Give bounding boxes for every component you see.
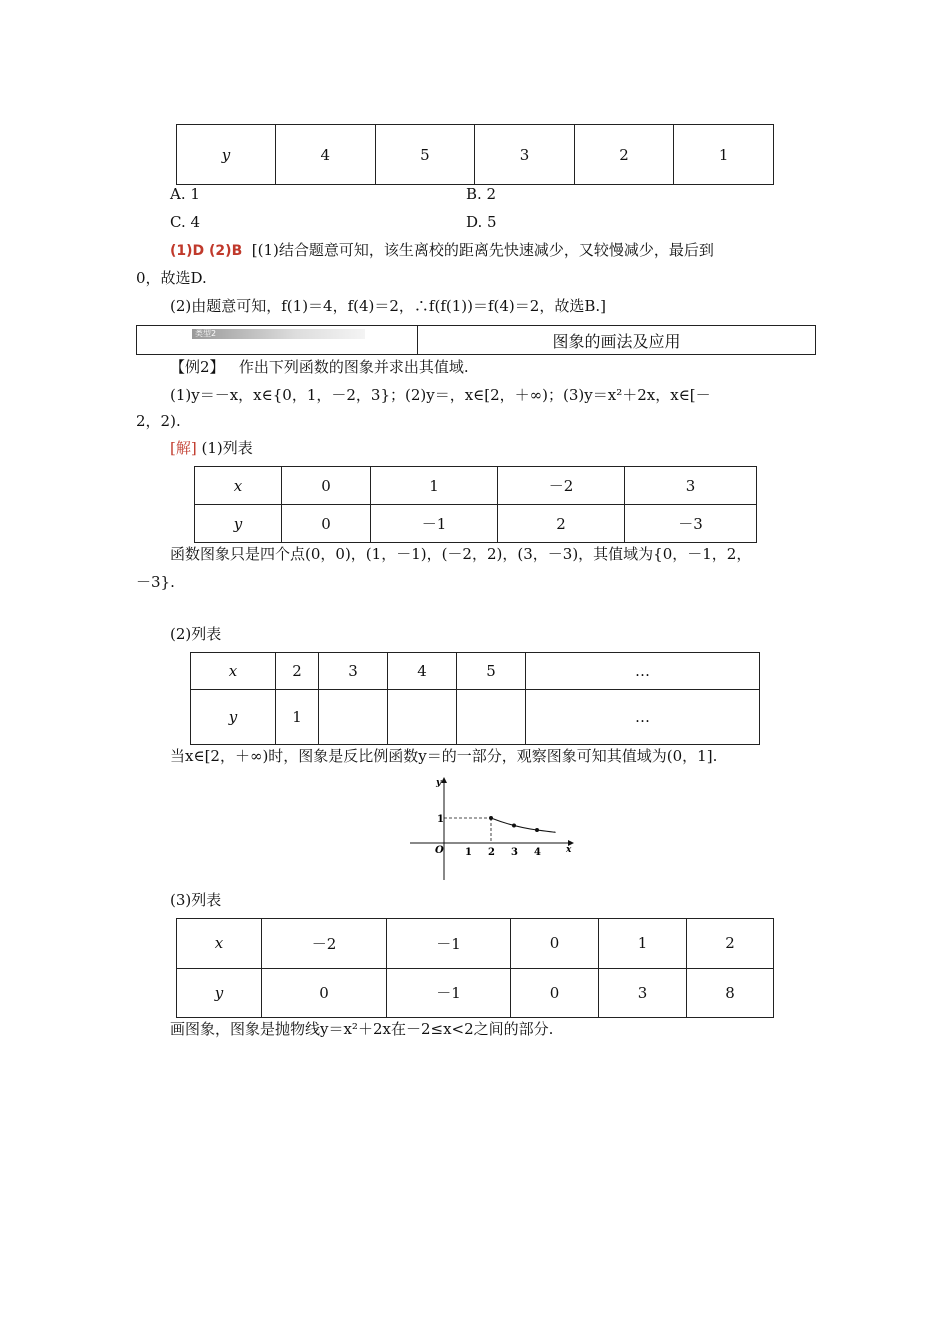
answer-labels: (1)D (2)B [170,243,243,259]
table3-y-cell: 0 [262,968,387,1018]
table3-x-cell: －1 [387,919,511,969]
x-tick-label: 2 [488,847,495,858]
answer-line-2: 0，故选D. [136,269,207,287]
table1-x-label: x [195,467,282,505]
answer-explanation: [(1)结合题意可知，该生离校的距离先快速减少，又较慢减少，最后到 [251,241,714,259]
x-tick-label: 1 [465,847,472,858]
table1-x-cell: 1 [371,467,498,505]
table3-x-label: x [177,919,262,969]
section-title: 图象的画法及应用 [552,332,681,351]
table-3 [176,918,774,1018]
answer-line-3: (2)由题意可知，f(1)＝4，f(4)＝2，∴f(f(1))＝f(4)＝2，故选B.] [170,297,606,315]
table2-x-cell: 3 [319,653,388,690]
table1-y-label: y [195,505,282,543]
top-table-cell: 5 [375,125,475,185]
table3-y-label: y [177,968,262,1018]
table1-x-cell: －2 [498,467,625,505]
x-tick-label: 3 [511,847,518,858]
table1-y-cell: 2 [498,505,625,543]
part3-title: (3)列表 [170,891,222,909]
part2-text: 当x∈[2，＋∞)时，图象是反比例函数y＝的一部分，观察图象可知其值域为(0，1]. [170,747,718,765]
option-d: D. 5 [466,213,497,231]
table3-x-cell: 2 [687,919,774,969]
graph-point [489,816,493,820]
top-table-cell: 3 [475,125,575,185]
y-tick-label: 1 [437,814,444,825]
x-tick-label: 4 [534,847,541,858]
example-heading [170,357,469,377]
table1-x-cell: 0 [282,467,371,505]
table2-y-cell [457,690,526,745]
part1-title: (1)列表 [201,439,253,457]
part2-title: (2)列表 [170,625,222,643]
table2-x-cell: 5 [457,653,526,690]
x-axis-label: x [566,845,572,855]
table2-y-cell: 1 [276,690,319,745]
top-table-header: y [177,125,276,185]
top-table-cell: 2 [574,125,674,185]
top-table-cell: 4 [276,125,376,185]
table2-x-cell: 4 [388,653,457,690]
section-tag: 类型2 [192,329,365,339]
table1-y-cell: －3 [625,505,757,543]
graph-point [512,824,516,828]
option-c: C. 4 [170,213,201,231]
table-2 [190,652,760,745]
part1-heading [170,438,253,458]
table-1 [194,466,757,543]
table2-y-cell [319,690,388,745]
table2-x-cell: 2 [276,653,319,690]
table3-x-cell: －2 [262,919,387,969]
y-axis-label: y [436,778,442,788]
answer-line-1 [170,240,714,261]
table3-y-cell: 3 [599,968,687,1018]
top-table-cell: 1 [674,125,774,185]
table2-y-cell [388,690,457,745]
table2-y-label: y [191,690,276,745]
table1-y-cell: 0 [282,505,371,543]
example-line-2: 2，2). [136,412,181,430]
option-b: B. 2 [466,185,497,203]
table3-x-cell: 0 [511,919,599,969]
table1-y-cell: －1 [371,505,498,543]
table3-y-cell: 0 [511,968,599,1018]
table2-x-cell: … [526,653,760,690]
table1-x-cell: 3 [625,467,757,505]
origin-label: O [435,845,444,856]
part1-text-1: 函数图象只是四个点(0，0)，(1，－1)，(－2，2)，(3，－3)，其值域为{0，－1，2， [170,545,752,563]
part1-text-2: －3}. [136,573,175,591]
solution-tag: [解] [170,439,197,457]
section-banner [136,325,816,355]
graph-point [535,828,539,832]
example-line-1: (1)y＝－x，x∈{0，1，－2，3}；(2)y＝，x∈[2，＋∞)；(3)y＝x²＋2x，x∈[－ [170,386,711,404]
part3-text: 画图象，图象是抛物线y＝x²＋2x在－2≤x<2之间的部分. [170,1020,554,1038]
table3-y-cell: －1 [387,968,511,1018]
table3-x-cell: 1 [599,919,687,969]
table2-y-cell: … [526,690,760,745]
top-value-table [176,124,774,185]
example-label: 【例2】 [170,358,225,376]
curve [491,818,555,832]
table3-y-cell: 8 [687,968,774,1018]
option-a: A. 1 [170,185,200,203]
reciprocal-function-graph [408,770,578,885]
example-prompt: 作出下列函数的图象并求出其值域. [238,358,469,376]
table2-x-label: x [191,653,276,690]
